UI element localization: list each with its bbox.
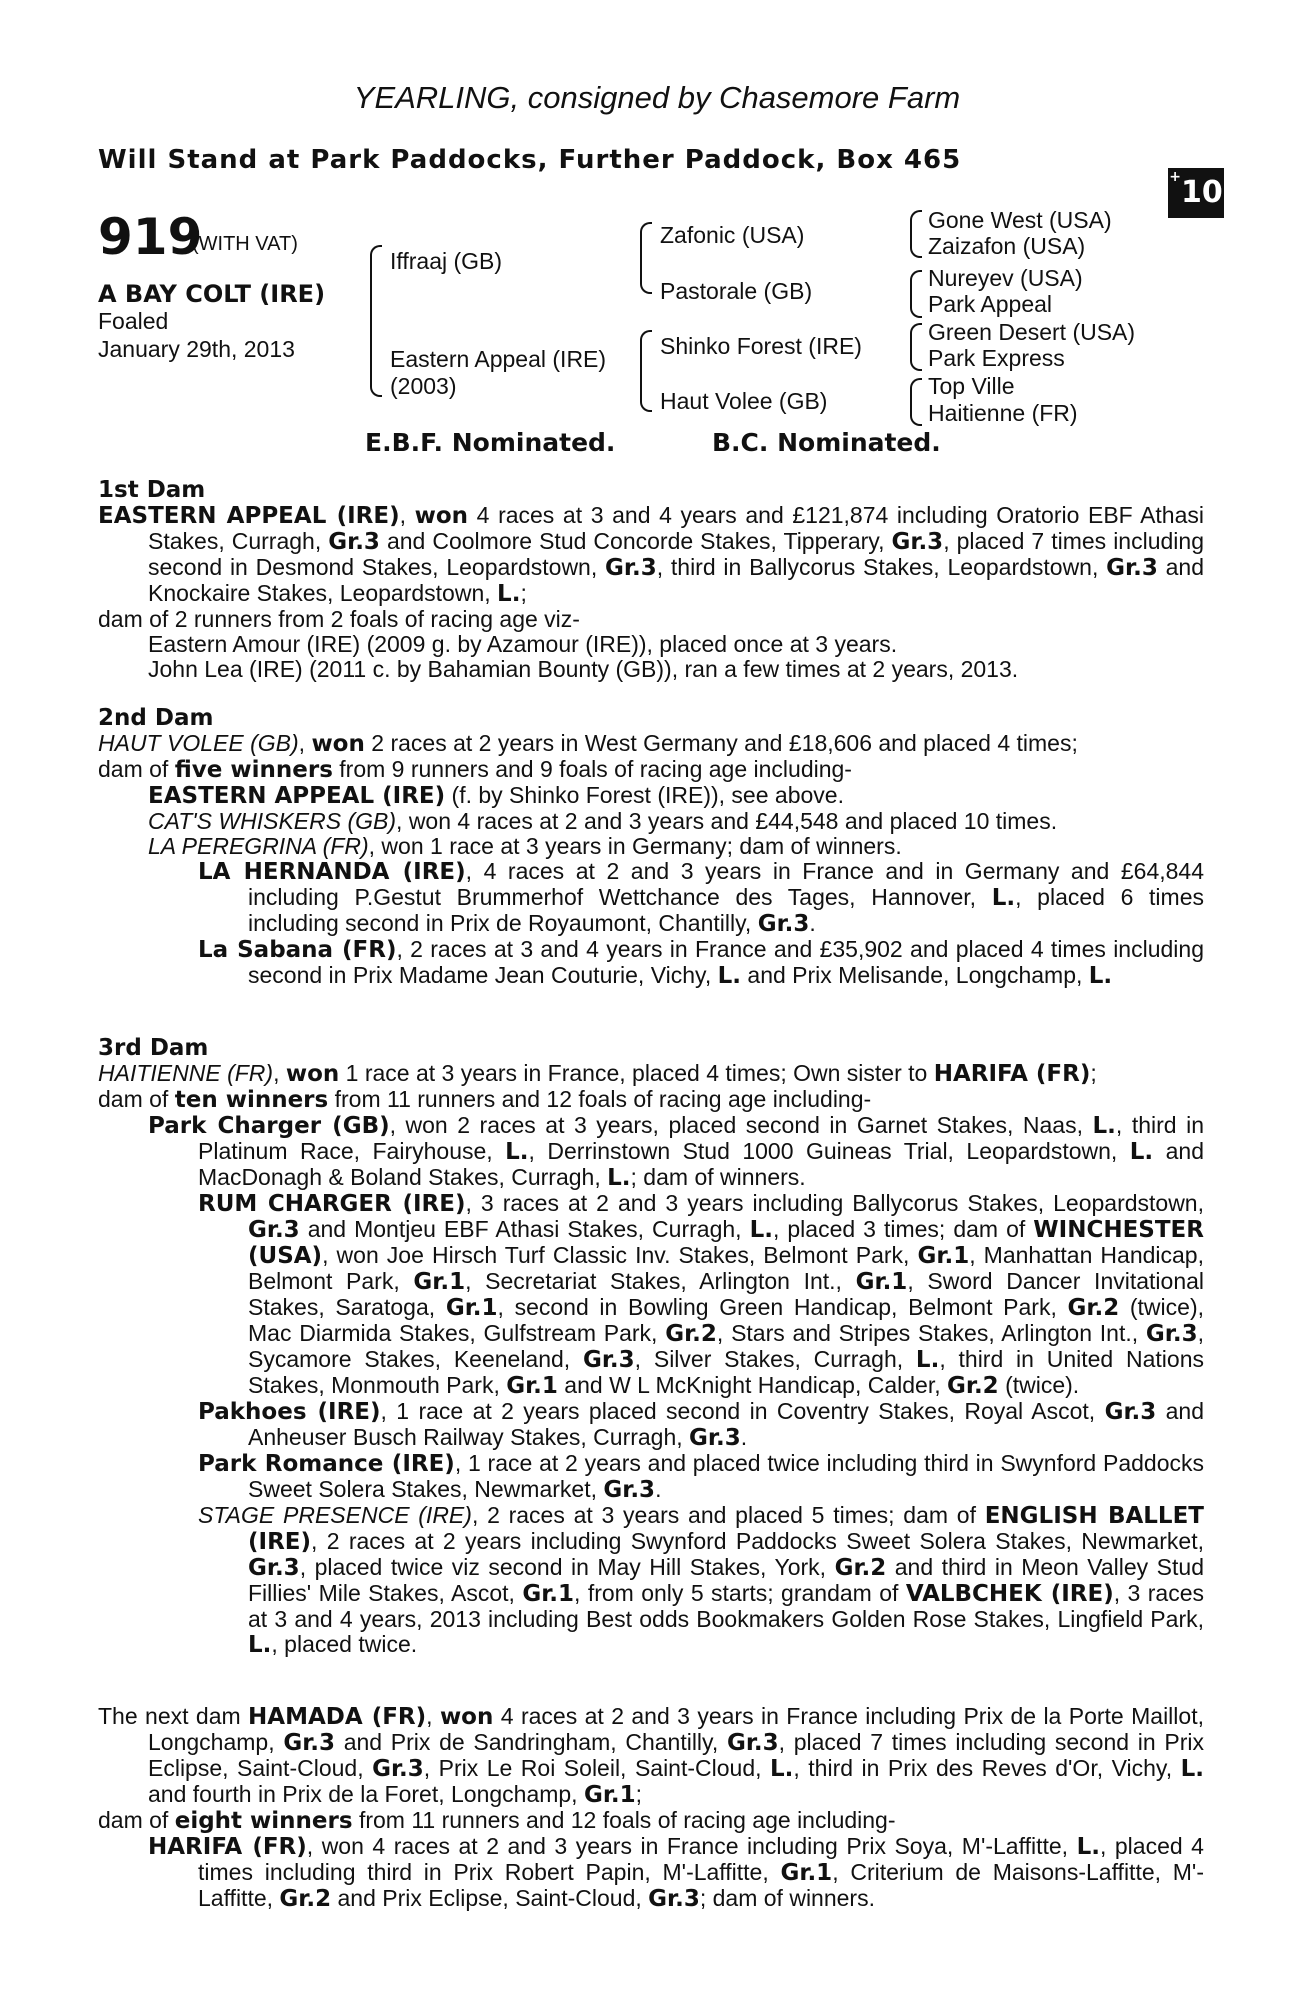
ped-ddd: Haitienne (FR) bbox=[928, 400, 1078, 426]
ped-dsd: Park Express bbox=[928, 345, 1065, 371]
foaled-date: January 29th, 2013 bbox=[98, 336, 295, 362]
second-dam-section bbox=[98, 706, 1204, 989]
stand-location: Will Stand at Park Paddocks, Further Paddock, Box 465 bbox=[98, 145, 962, 175]
dam-paragraph: LA HERNANDA (IRE), 4 races at 2 and 3 years in France and in Germany and £64,844 including P.Gestut Brummerhof Wettchance des Tages, Hannover, L., placed 6 times including second in Prix de Royaumont, Chantilly, Gr.3. bbox=[198, 858, 1204, 937]
lot-description: A BAY COLT (IRE) bbox=[98, 280, 326, 308]
ebf-nominated: E.B.F. Nominated. bbox=[365, 428, 616, 457]
section-heading: 1st Dam bbox=[98, 477, 206, 503]
brace-4 bbox=[910, 210, 922, 258]
ped-sds: Nureyev (USA) bbox=[928, 265, 1083, 291]
dam-paragraph: Park Charger (GB), won 2 races at 3 years, placed second in Garnet Stakes, Naas, L., third in Platinum Race, Fairyhouse, L., Derrinstown Stud 1000 Guineas Trial, Leopardstown, L. and MacDonagh & Boland Stakes, Curragh, L.; dam of winners. bbox=[148, 1112, 1205, 1191]
dam-paragraph: CAT'S WHISKERS (GB), won 4 races at 2 and 3 years and £44,548 and placed 10 times. bbox=[148, 808, 1058, 834]
dam-paragraph: EASTERN APPEAL (IRE) (f. by Shinko Forest (IRE)), see above. bbox=[148, 782, 844, 809]
ped-ssd: Zaizafon (USA) bbox=[928, 233, 1086, 259]
dam-paragraph: EASTERN APPEAL (IRE), won 4 races at 3 and 4 years and £121,874 including Oratorio EBF Athasi Stakes, Curragh, Gr.3 and Coolmore Stud Concorde Stakes, Tipperary, Gr.3, placed 7 times including second in Desmond Stakes, Leopardstown, Gr.3, third in Ballycorus Stakes, Leopardstown, Gr.3 and Knockaire Stakes, Leopardstown, L.; bbox=[98, 502, 1205, 607]
dam-paragraph: dam of eight winners from 11 runners and 12 foals of racing age including- bbox=[98, 1807, 896, 1834]
ped-dss: Green Desert (USA) bbox=[928, 319, 1136, 345]
vat-label: (WITH VAT) bbox=[192, 233, 298, 255]
bc-nominated: B.C. Nominated. bbox=[712, 428, 941, 457]
ped-dds: Top Ville bbox=[928, 373, 1015, 399]
dam-paragraph: HARIFA (FR), won 4 races at 2 and 3 years in France including Prix Soya, M'-Laffitte, L., placed 4 times including third in Prix Robert Papin, M'-Laffitte, Gr.1, Criterium de Maisons-Laffitte, M'-Laffitte, Gr.2 and Prix Eclipse, Saint-Cloud, Gr.3; dam of winners. bbox=[148, 1833, 1204, 1912]
badge-10: +10 bbox=[1168, 168, 1224, 218]
dam-paragraph: dam of 2 runners from 2 foals of racing age viz- bbox=[98, 606, 580, 632]
section-heading: 2nd Dam bbox=[98, 705, 214, 731]
dam-paragraph: Park Romance (IRE), 1 race at 2 years and placed twice including third in Swynford Paddocks Sweet Solera Stakes, Newmarket, Gr.3. bbox=[198, 1450, 1204, 1503]
dam-paragraph: Eastern Amour (IRE) (2009 g. by Azamour (IRE)), placed once at 3 years. bbox=[148, 631, 898, 657]
dam-paragraph: La Sabana (FR), 2 races at 3 and 4 years in France and £35,902 and placed 4 times including second in Prix Madame Jean Couturie, Vichy, L. and Prix Melisande, Longchamp, L. bbox=[198, 936, 1204, 989]
brace-2 bbox=[640, 222, 652, 294]
foaled-label: Foaled bbox=[98, 308, 169, 334]
lot-number: 919 bbox=[98, 208, 203, 266]
next-dam-section bbox=[98, 1704, 1204, 1912]
brace-6 bbox=[910, 323, 922, 371]
ped-sd: Pastorale (GB) bbox=[660, 278, 813, 304]
ped-sire: Iffraaj (GB) bbox=[390, 248, 503, 274]
ped-dd: Haut Volee (GB) bbox=[660, 388, 828, 414]
brace-5 bbox=[910, 270, 922, 318]
brace-1 bbox=[370, 245, 382, 397]
third-dam-section bbox=[98, 1036, 1204, 1658]
page-header: YEARLING, consigned by Chasemore Farm bbox=[353, 80, 961, 115]
dam-paragraph: HAUT VOLEE (GB), won 2 races at 2 years in West Germany and £18,606 and placed 4 times; bbox=[98, 730, 1078, 757]
brace-3 bbox=[640, 330, 652, 412]
dam-paragraph: dam of ten winners from 11 runners and 12 foals of racing age including- bbox=[98, 1086, 872, 1113]
first-dam-section bbox=[98, 478, 1204, 682]
brace-7 bbox=[910, 378, 922, 426]
dam-paragraph: Pakhoes (IRE), 1 race at 2 years placed second in Coventry Stakes, Royal Ascot, Gr.3 and Anheuser Busch Railway Stakes, Curragh, Gr.3. bbox=[198, 1398, 1204, 1451]
ped-dam: Eastern Appeal (IRE) bbox=[390, 346, 607, 372]
dam-paragraph: The next dam HAMADA (FR), won 4 races at 2 and 3 years in France including Prix de la Porte Maillot, Longchamp, Gr.3 and Prix de Sandringham, Chantilly, Gr.3, placed 7 times including second in Prix Eclipse, Saint-Cloud, Gr.3, Prix Le Roi Soleil, Saint-Cloud, L., third in Prix des Reves d'Or, Vichy, L. and fourth in Prix de la Foret, Longchamp, Gr.1; bbox=[98, 1703, 1204, 1808]
ped-sdd: Park Appeal bbox=[928, 291, 1053, 317]
dam-paragraph: RUM CHARGER (IRE), 3 races at 2 and 3 years including Ballycorus Stakes, Leopardstown, Gr.3 and Montjeu EBF Athasi Stakes, Curragh, L., placed 3 times; dam of WINCHESTER (USA), won Joe Hirsch Turf Classic Inv. Stakes, Belmont Park, Gr.1, Manhattan Handicap, Belmont Park, Gr.1, Secretariat Stakes, Arlington Int., Gr.1, Sword Dancer Invitational Stakes, Saratoga, Gr.1, second in Bowling Green Handicap, Belmont Park, Gr.2 (twice), Mac Diarmida Stakes, Gulfstream Park, Gr.2, Stars and Stripes Stakes, Arlington Int., Gr.3, Sycamore Stakes, Keeneland, Gr.3, Silver Stakes, Curragh, L., third in United Nations Stakes, Monmouth Park, Gr.1 and W L McKnight Handicap, Calder, Gr.2 (twice). bbox=[198, 1190, 1205, 1399]
section-heading: 3rd Dam bbox=[98, 1035, 209, 1061]
ped-sss: Gone West (USA) bbox=[928, 207, 1112, 233]
dam-paragraph: STAGE PRESENCE (IRE), 2 races at 3 years and placed 5 times; dam of ENGLISH BALLET (IRE), 2 races at 2 years including Swynford Paddocks Sweet Solera Stakes, Newmarket, Gr.3, placed twice viz second in May Hill Stakes, York, Gr.2 and third in Meon Valley Stud Fillies' Mile Stakes, Ascot, Gr.1, from only 5 starts; grandam of VALBCHEK (IRE), 3 races at 3 and 4 years, 2013 including Best odds Bookmakers Golden Rose Stakes, Lingfield Park, L., placed twice. bbox=[198, 1502, 1204, 1658]
dam-paragraph: dam of five winners from 9 runners and 9 foals of racing age including- bbox=[98, 756, 852, 783]
ped-ds: Shinko Forest (IRE) bbox=[660, 333, 862, 359]
dam-paragraph: John Lea (IRE) (2011 c. by Bahamian Bounty (GB)), ran a few times at 2 years, 2013. bbox=[148, 656, 1019, 682]
ped-dam-year: (2003) bbox=[390, 373, 457, 399]
dam-paragraph: HAITIENNE (FR), won 1 race at 3 years in France, placed 4 times; Own sister to HARIFA (FR); bbox=[98, 1060, 1097, 1087]
ped-ss: Zafonic (USA) bbox=[660, 222, 805, 248]
dam-paragraph: LA PEREGRINA (FR), won 1 race at 3 years in Germany; dam of winners. bbox=[148, 833, 902, 859]
